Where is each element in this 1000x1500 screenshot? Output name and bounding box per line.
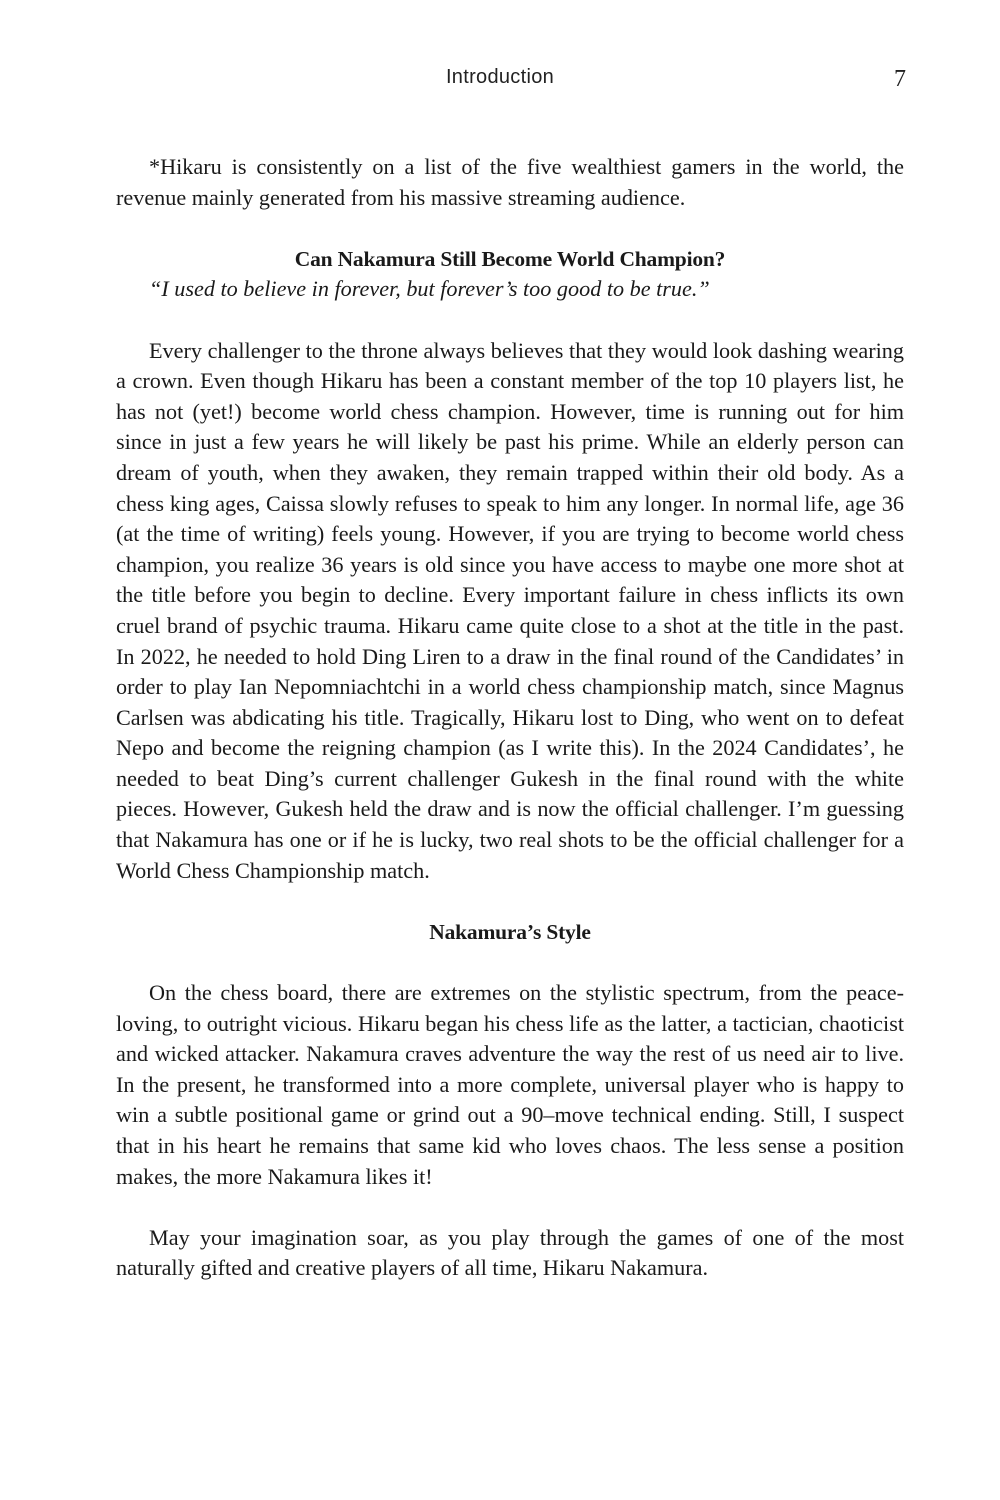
epigraph-quote: “I used to believe in forever, but forever’s too good to be true.” bbox=[149, 276, 710, 302]
footnote-paragraph: *Hikaru is consistently on a list of the five wealthiest gamers in the world, the revenue mainly generated from his massive streaming audience. bbox=[116, 154, 904, 210]
body-paragraph: Every challenger to the throne always believes that they would look dashing wearing a crown. Even though Hikaru has been a constant member of the top 10 players list, he has not (yet!) become world chess champion. However, time is running out for him since in just a few years he will likely be past his prime. While an elderly person can dream of youth, when they awaken, they remain trapped within their old body. As a chess king ages, Caissa slowly refuses to speak to him any longer. In normal life, age 36 (at the time of writing) feels young. However, if you are trying to become world chess champion, you realize 36 years is old since you have access to maybe one more shot at the title before you begin to decline. Every important failure in chess inflicts its own cruel brand of psychic trauma. Hikaru came quite close to a shot at the title in the past. In 2022, he needed to hold Ding Liren to a draw in the final round of the Candidates’ in order to play Ian Nepomniachtchi in a world chess championship match, since Magnus Carlsen was abdicating his title. Tragically, Hikaru lost to Ding, who went on to defeat Nepo and become the reigning champion (as I write this). In the 2024 Candidates’, he needed to beat Ding’s current challenger Gukesh in the final round with the white pieces. However, Gukesh held the draw and is now the official challenger. I’m guessing that Nakamura has one or if he is lucky, two real shots to be the official challenger for a World Chess Championship match. bbox=[116, 337, 904, 883]
running-head: Introduction bbox=[445, 66, 555, 88]
section-heading-world-champion: Can Nakamura Still Become World Champion? bbox=[294, 246, 726, 271]
body-text bbox=[116, 152, 904, 1284]
section-heading-style: Nakamura’s Style bbox=[429, 919, 591, 944]
body-paragraph: On the chess board, there are extremes on the stylistic spectrum, from the peace-loving, to outright vicious. Hikaru began his chess life as the latter, a tactician, chaoticist and wicked attacker. Nakamura craves adventure the way the rest of us need air to live. In the present, he transformed into a more complete, universal player who is happy to win a subtle positional game or grind out a 90–move technical ending. Still, I suspect that in his heart he remains that same kid who loves chaos. The less sense a position makes, the more Nakamura likes it! bbox=[116, 980, 904, 1189]
body-paragraph: May your imagination soar, as you play through the games of one of the most naturally gifted and creative players of all time, Hikaru Nakamura. bbox=[116, 1224, 904, 1281]
page-number: 7 bbox=[894, 66, 906, 92]
